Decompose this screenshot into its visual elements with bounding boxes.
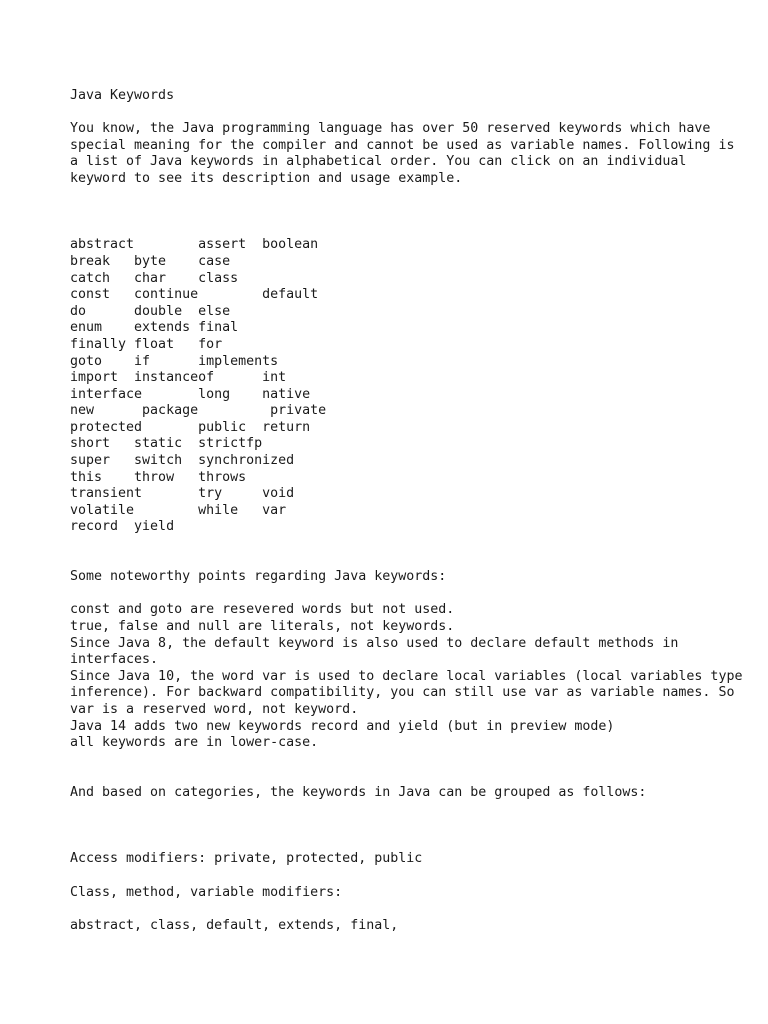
points-list: [70, 602, 750, 751]
spacer: [70, 105, 750, 122]
keyword-row[interactable]: interface long native: [70, 386, 311, 402]
keyword-row[interactable]: abstract assert boolean: [70, 237, 319, 253]
spacer: [70, 901, 750, 918]
keyword-row[interactable]: do double else: [70, 303, 231, 319]
keyword-row[interactable]: goto if implements: [70, 353, 279, 369]
point-item: const and goto are resevered words but not used.: [70, 602, 455, 618]
spacer: [70, 752, 750, 785]
keyword-row[interactable]: short static strictfp: [70, 436, 263, 452]
keyword-row[interactable]: import instanceof int: [70, 370, 287, 386]
class-modifiers-list: abstract, class, default, extends, final,: [70, 917, 399, 933]
document-page: [70, 88, 750, 934]
page-title: Java Keywords: [70, 88, 175, 103]
keyword-row[interactable]: record yield: [70, 519, 175, 535]
point-item: Java 14 adds two new keywords record and yield (but in preview mode): [70, 718, 615, 734]
keyword-row[interactable]: finally float for: [70, 336, 223, 352]
spacer: [70, 868, 750, 885]
keyword-row[interactable]: protected public return: [70, 419, 311, 435]
keyword-row[interactable]: volatile while var: [70, 502, 287, 518]
spacer: [70, 802, 750, 852]
spacer: [70, 536, 750, 569]
spacer: [70, 188, 750, 238]
keyword-list: [70, 237, 750, 536]
keyword-row[interactable]: super switch synchronized: [70, 453, 295, 469]
access-modifiers: Access modifiers: private, protected, public: [70, 851, 423, 867]
point-item: true, false and null are literals, not keywords.: [70, 619, 455, 635]
keyword-row[interactable]: catch char class: [70, 270, 239, 286]
point-item: Since Java 10, the word var is used to declare local variables (local variables type inference). For backward compatibility, you can still use var as variable names. So var is a reserved word, not keyword.: [70, 668, 743, 717]
intro-paragraph: You know, the Java programming language has over 50 reserved keywords which have special meaning for the compiler and cannot be used as variable names. Following is a list of Java keywords in alphabetical order. You can click on an individual keyword to see its description and usage example.: [70, 121, 735, 186]
keyword-row[interactable]: enum extends final: [70, 320, 239, 336]
keyword-row[interactable]: break byte case: [70, 253, 231, 269]
keyword-row[interactable]: transient try void: [70, 486, 295, 502]
points-heading: Some noteworthy points regarding Java keywords:: [70, 569, 447, 585]
point-item: Since Java 8, the default keyword is also used to declare default methods in interfaces.: [70, 635, 679, 668]
spacer: [70, 586, 750, 603]
class-modifiers-heading: Class, method, variable modifiers:: [70, 884, 343, 900]
categories-intro: And based on categories, the keywords in Java can be grouped as follows:: [70, 784, 647, 800]
keyword-row[interactable]: this throw throws: [70, 469, 247, 485]
point-item: all keywords are in lower-case.: [70, 735, 319, 751]
keyword-row[interactable]: const continue default: [70, 287, 319, 303]
keyword-row[interactable]: new package private: [70, 403, 327, 419]
